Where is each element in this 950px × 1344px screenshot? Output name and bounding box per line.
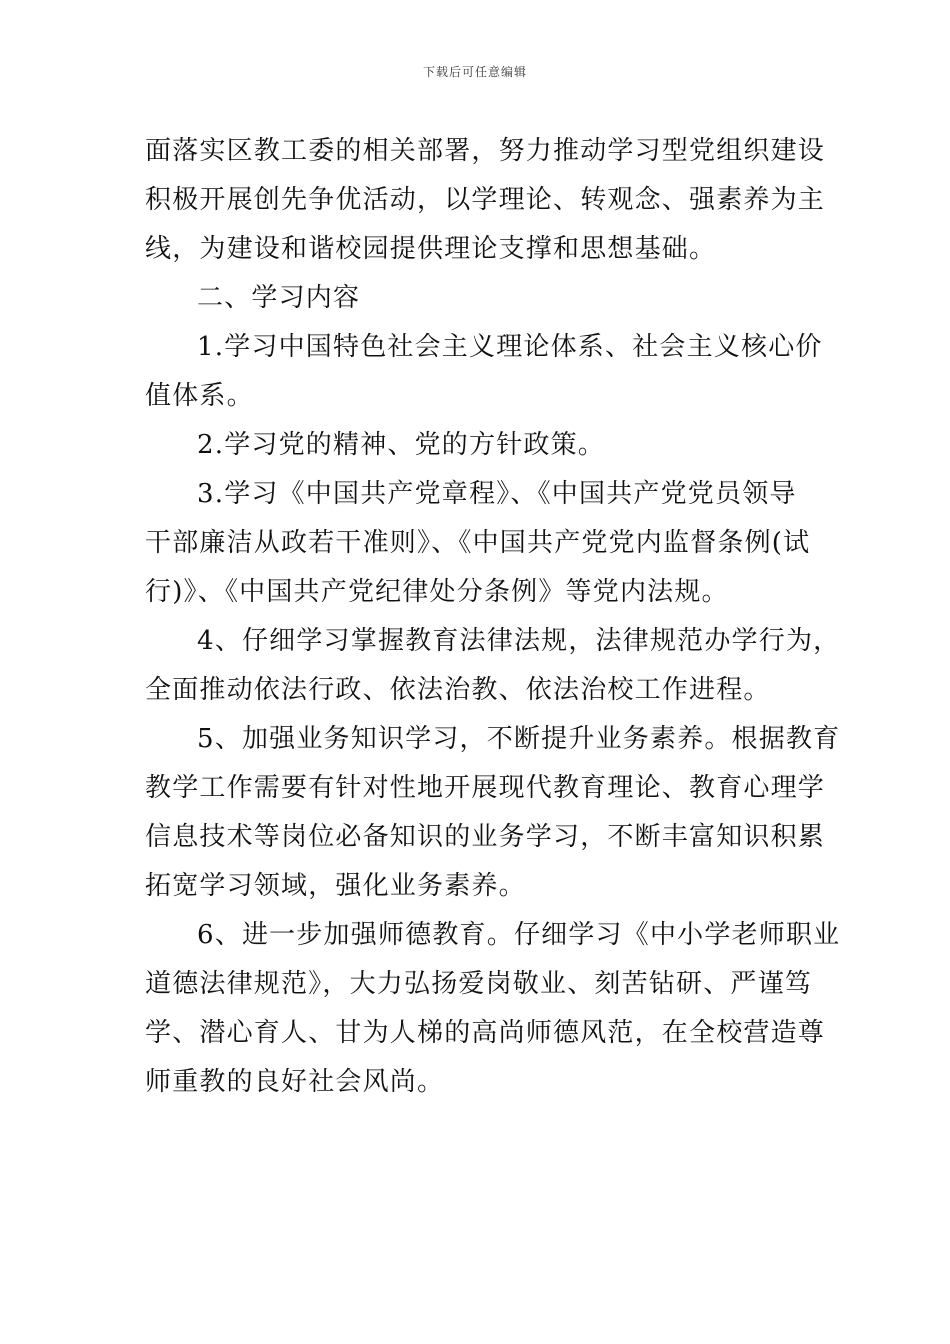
text-line: 5、加强业务知识学习，不断提升业务素养。根据教育 (197, 724, 841, 754)
page-header-note: 下载后可任意编辑 (422, 65, 527, 79)
text-line: 1.学习中国特色社会主义理论体系、社会主义核心价 (197, 332, 823, 362)
text-line: 积极开展创先争优活动，以学理论、转观念、强素养为主 (145, 185, 826, 215)
text-line: 线，为建设和谐校园提供理论支撑和思想基础。 (145, 234, 717, 264)
text-line: 道德法律规范》，大力弘扬爱岗敬业、刻苦钻研、严谨笃 (145, 969, 813, 999)
text-line: 拓宽学习领域，强化业务素养。 (145, 871, 526, 901)
text-line: 教学工作需要有针对性地开展现代教育理论、教育心理学 (145, 773, 826, 803)
text-line: 学、潜心育人、甘为人梯的高尚师德风范，在全校营造尊 (145, 1018, 826, 1048)
text-line: 值体系。 (145, 381, 254, 411)
text-line: 3.学习《中国共产党章程》、《中国共产党党员领导 (197, 479, 797, 509)
document-body (145, 127, 841, 1107)
text-line: 师重教的良好社会风尚。 (145, 1067, 445, 1097)
text-line: 4、仔细学习掌握教育法律法规，法律规范办学行为， (197, 626, 841, 656)
text-line: 信息技术等岗位必备知识的业务学习，不断丰富知识积累 (145, 822, 826, 852)
text-line: 行)》、《中国共产党纪律处分条例》等党内法规。 (145, 577, 729, 607)
text-line: 6、进一步加强师德教育。仔细学习《中小学老师职业 (197, 920, 841, 950)
text-line: 2.学习党的精神、党的方针政策。 (197, 430, 606, 460)
text-line: 面落实区教工委的相关部署，努力推动学习型党组织建设 (145, 136, 826, 166)
text-line: 干部廉洁从政若干准则》、《中国共产党党内监督条例(试 (145, 528, 811, 558)
section-heading: 二、学习内容 (197, 283, 361, 313)
text-line: 全面推动依法行政、依法治教、依法治校工作进程。 (145, 675, 771, 705)
